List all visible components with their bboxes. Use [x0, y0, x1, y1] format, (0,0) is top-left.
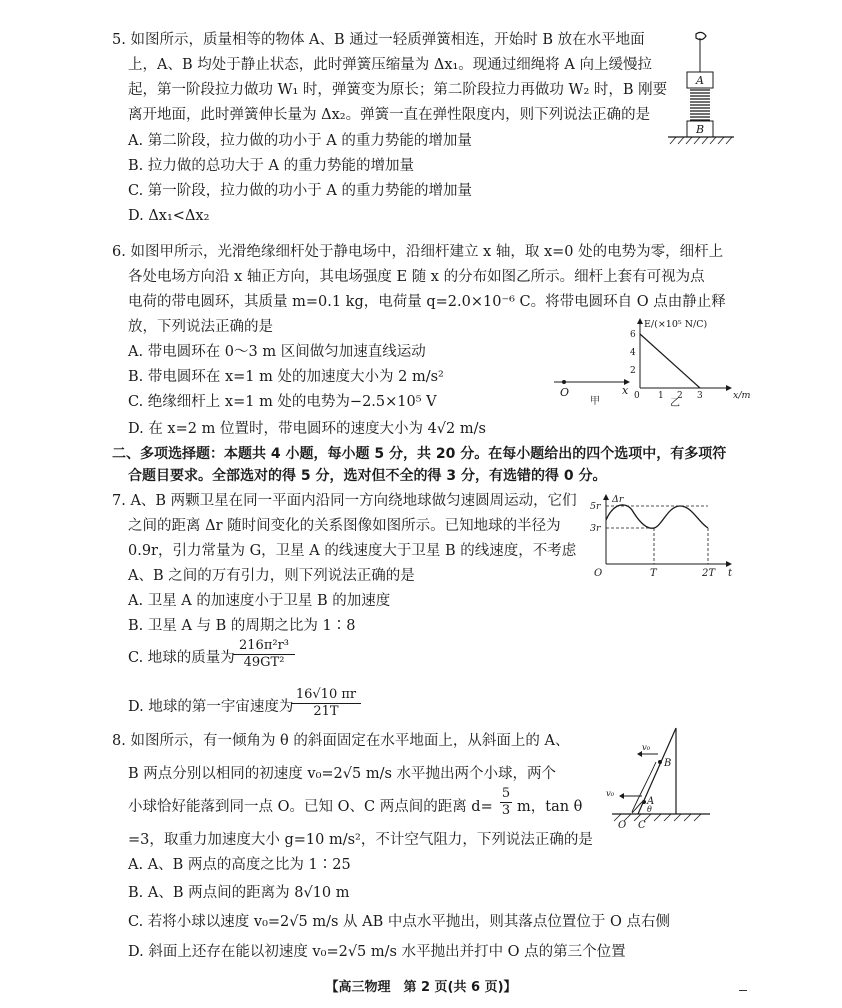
q6-ytick-4: 4 [630, 348, 636, 358]
q8-option-b: B. A、B 两点间的距离为 8√10 m [128, 885, 350, 901]
q7-option-c-denominator: 49GT² [233, 654, 295, 671]
q6-line-4: 放，下列说法正确的是 [128, 319, 273, 335]
q7-curve [606, 505, 708, 528]
q5-option-c: C. 第一阶段，拉力做的功小于 A 的重力势能的增加量 [128, 183, 472, 199]
q6-figure-yi [620, 316, 762, 408]
q6-line-1: 6. 如图甲所示，光滑绝缘细杆处于静电场中，沿细杆建立 x 轴，取 x=0 处的电势为零，细杆上 [112, 244, 724, 260]
q6-line-3: 电荷的带电圆环，其质量 m=0.1 kg，电荷量 q=2.0×10⁻⁶ C。将带电圆环自 O 点由静止释 [128, 294, 726, 310]
q6-e-line [640, 334, 700, 388]
q7-label-t1: T [650, 568, 657, 579]
q8-line-3-prefix: 小球恰好能落到同一点 O。已知 O、C 两点间的距离 d= [128, 799, 493, 815]
q6-x-arrow [726, 385, 732, 391]
q7-option-d-numerator: 16√10 πr [295, 687, 357, 702]
q8-point-b [658, 760, 662, 764]
q5-option-b: B. 拉力做的总功大于 A 的重力势能的增加量 [128, 158, 415, 174]
q8-label-v0-low: v₀ [606, 789, 615, 799]
q6-ytick-6: 6 [630, 330, 636, 340]
q7-option-d-fraction [291, 687, 361, 720]
q7-option-a: A. 卫星 A 的加速度小于卫星 B 的加速度 [128, 593, 391, 609]
q6-y-arrow [637, 318, 643, 324]
footer-dash [739, 990, 747, 991]
q6-xlabel: x/m [733, 390, 751, 401]
q8-figure [598, 720, 718, 832]
q7-option-c-fraction [233, 638, 295, 671]
q5-line-4: 离开地面，此时弹簧伸长量为 Δx₂。弹簧一直在弹性限度内，则下列说法正确的是 [128, 107, 651, 123]
q8-label-c: C [638, 820, 646, 831]
q6-jia-x: x [622, 384, 629, 397]
q8-line-3-suffix: m，tan θ [517, 799, 583, 815]
q8-d-fraction [500, 786, 512, 819]
q5-line-3: 起，第一阶段拉力做功 W₁ 时，弹簧变为原长；第二阶段拉力再做功 W₂ 时，B 刚要 [128, 82, 668, 98]
q8-option-a: A. A、B 两点的高度之比为 1∶25 [128, 857, 351, 873]
q7-line-4: A、B 之间的万有引力，则下列说法正确的是 [128, 568, 415, 584]
q6-jia-caption: 甲 [590, 396, 600, 406]
q8-d-denominator: 3 [501, 803, 511, 818]
q7-option-d-denominator: 21T [291, 703, 361, 720]
q7-label-3r: 3r [590, 523, 601, 534]
q7-r-arrow [603, 494, 609, 500]
q6-xtick-3: 3 [697, 391, 703, 401]
q6-jia-o: O [560, 386, 570, 399]
q8-line-1: 8. 如图所示，有一倾角为 θ 的斜面固定在水平地面上，从斜面上的 A、 [112, 733, 570, 749]
q5-ground-hatch [670, 137, 732, 144]
q5-spring-figure [664, 28, 736, 146]
q7-label-dr: Δr [612, 494, 624, 505]
q5-spring [690, 90, 710, 120]
q7-label-2t: 2T [702, 568, 716, 579]
q8-option-c: C. 若将小球以速度 v₀=2√5 m/s 从 AB 中点水平抛出，则其落点位置位于 O 点右侧 [128, 914, 670, 930]
q5-hand-icon [696, 32, 706, 39]
q7-label-t: t [728, 568, 733, 579]
section2-line-2: 合题目要求。全部选对的得 5 分，选对但不全的得 3 分，有选错的得 0 分。 [128, 468, 607, 484]
q7-label-o: O [594, 568, 603, 579]
q6-option-b: B. 带电圆环在 x=1 m 处的加速度大小为 2 m/s² [128, 369, 444, 385]
q6-xtick-2: 2 [677, 391, 683, 401]
q7-figure [588, 492, 736, 582]
q7-option-c-prefix: C. 地球的质量为 [128, 650, 235, 666]
q5-label-a: A [696, 74, 704, 87]
q8-d-numerator: 5 [501, 786, 511, 801]
q6-line-2: 各处电场方向沿 x 轴正方向，其电场强度 E 随 x 的分布如图乙所示。细杆上套有可视为点 [128, 269, 705, 285]
section2-line-1: 二、多项选择题：本题共 4 小题，每小题 5 分，共 20 分。在每小题给出的四个选项中，有多项符 [112, 446, 727, 462]
q6-option-c: C. 绝缘细杆上 x=1 m 处的电势为−2.5×10⁵ V [128, 394, 437, 410]
q6-option-d: D. 在 x=2 m 位置时，带电圆环的速度大小为 4√2 m/s [128, 421, 486, 437]
page-footer: 【高三物理 第 2 页(共 6 页)】 [325, 980, 517, 995]
q8-label-b: B [664, 758, 672, 769]
q5-label-b: B [695, 123, 705, 136]
q5-line-2: 上，A、B 均处于静止状态，此时弹簧压缩量为 Δx₁。现通过细绳将 A 向上缓慢拉 [128, 57, 652, 73]
q7-line-1: 7. A、B 两颗卫星在同一平面内沿同一方向绕地球做匀速圆周运动，它们 [112, 493, 577, 509]
q5-option-d: D. Δx₁<Δx₂ [128, 208, 210, 224]
q8-label-v0-top: v₀ [642, 743, 651, 753]
q8-option-d: D. 斜面上还存在能以初速度 v₀=2√5 m/s 水平抛出并打中 O 点的第三个位置 [128, 944, 626, 960]
q6-origin: 0 [634, 391, 640, 401]
q8-point-a [642, 800, 646, 804]
q7-option-d-prefix: D. 地球的第一宇宙速度为 [128, 699, 294, 715]
q8-line-4: =3，取重力加速度大小 g=10 m/s²，不计空气阻力，下列说法正确的是 [128, 832, 593, 848]
q7-option-c-numerator: 216π²r³ [239, 638, 289, 653]
q8-ground-hatch [614, 814, 701, 821]
q6-ring [562, 380, 566, 384]
q6-option-a: A. 带电圆环在 0～3 m 区间做匀加速直线运动 [128, 344, 426, 360]
q8-v0-low-head [619, 793, 624, 799]
q7-label-5r: 5r [590, 501, 601, 512]
q6-ylabel: E/(×10⁵ N/C) [644, 319, 708, 330]
q6-xtick-1: 1 [658, 391, 664, 401]
q7-line-3: 0.9r，引力常量为 G，卫星 A 的线速度大于卫星 B 的线速度，不考虑 [128, 543, 577, 559]
q8-line-2: B 两点分别以相同的初速度 v₀=2√5 m/s 水平抛出两个小球，两个 [128, 766, 557, 782]
q5-line-1: 5. 如图所示，质量相等的物体 A、B 通过一轻质弹簧相连，开始时 B 放在水平地面 [112, 32, 645, 48]
q6-ytick-2: 2 [630, 366, 636, 376]
q5-option-a: A. 第二阶段，拉力做的功小于 A 的重力势能的增加量 [128, 133, 472, 149]
q8-label-a: A [647, 796, 655, 807]
q7-line-2: 之间的距离 Δr 随时间变化的关系图像如图所示。已知地球的半径为 [128, 518, 561, 534]
q8-label-o: O [618, 820, 627, 831]
q8-label-theta: θ [647, 805, 652, 814]
q7-t-arrow [726, 561, 732, 567]
q6-yi-caption: 乙 [670, 398, 680, 408]
q7-option-b: B. 卫星 A 与 B 的周期之比为 1∶8 [128, 618, 356, 634]
